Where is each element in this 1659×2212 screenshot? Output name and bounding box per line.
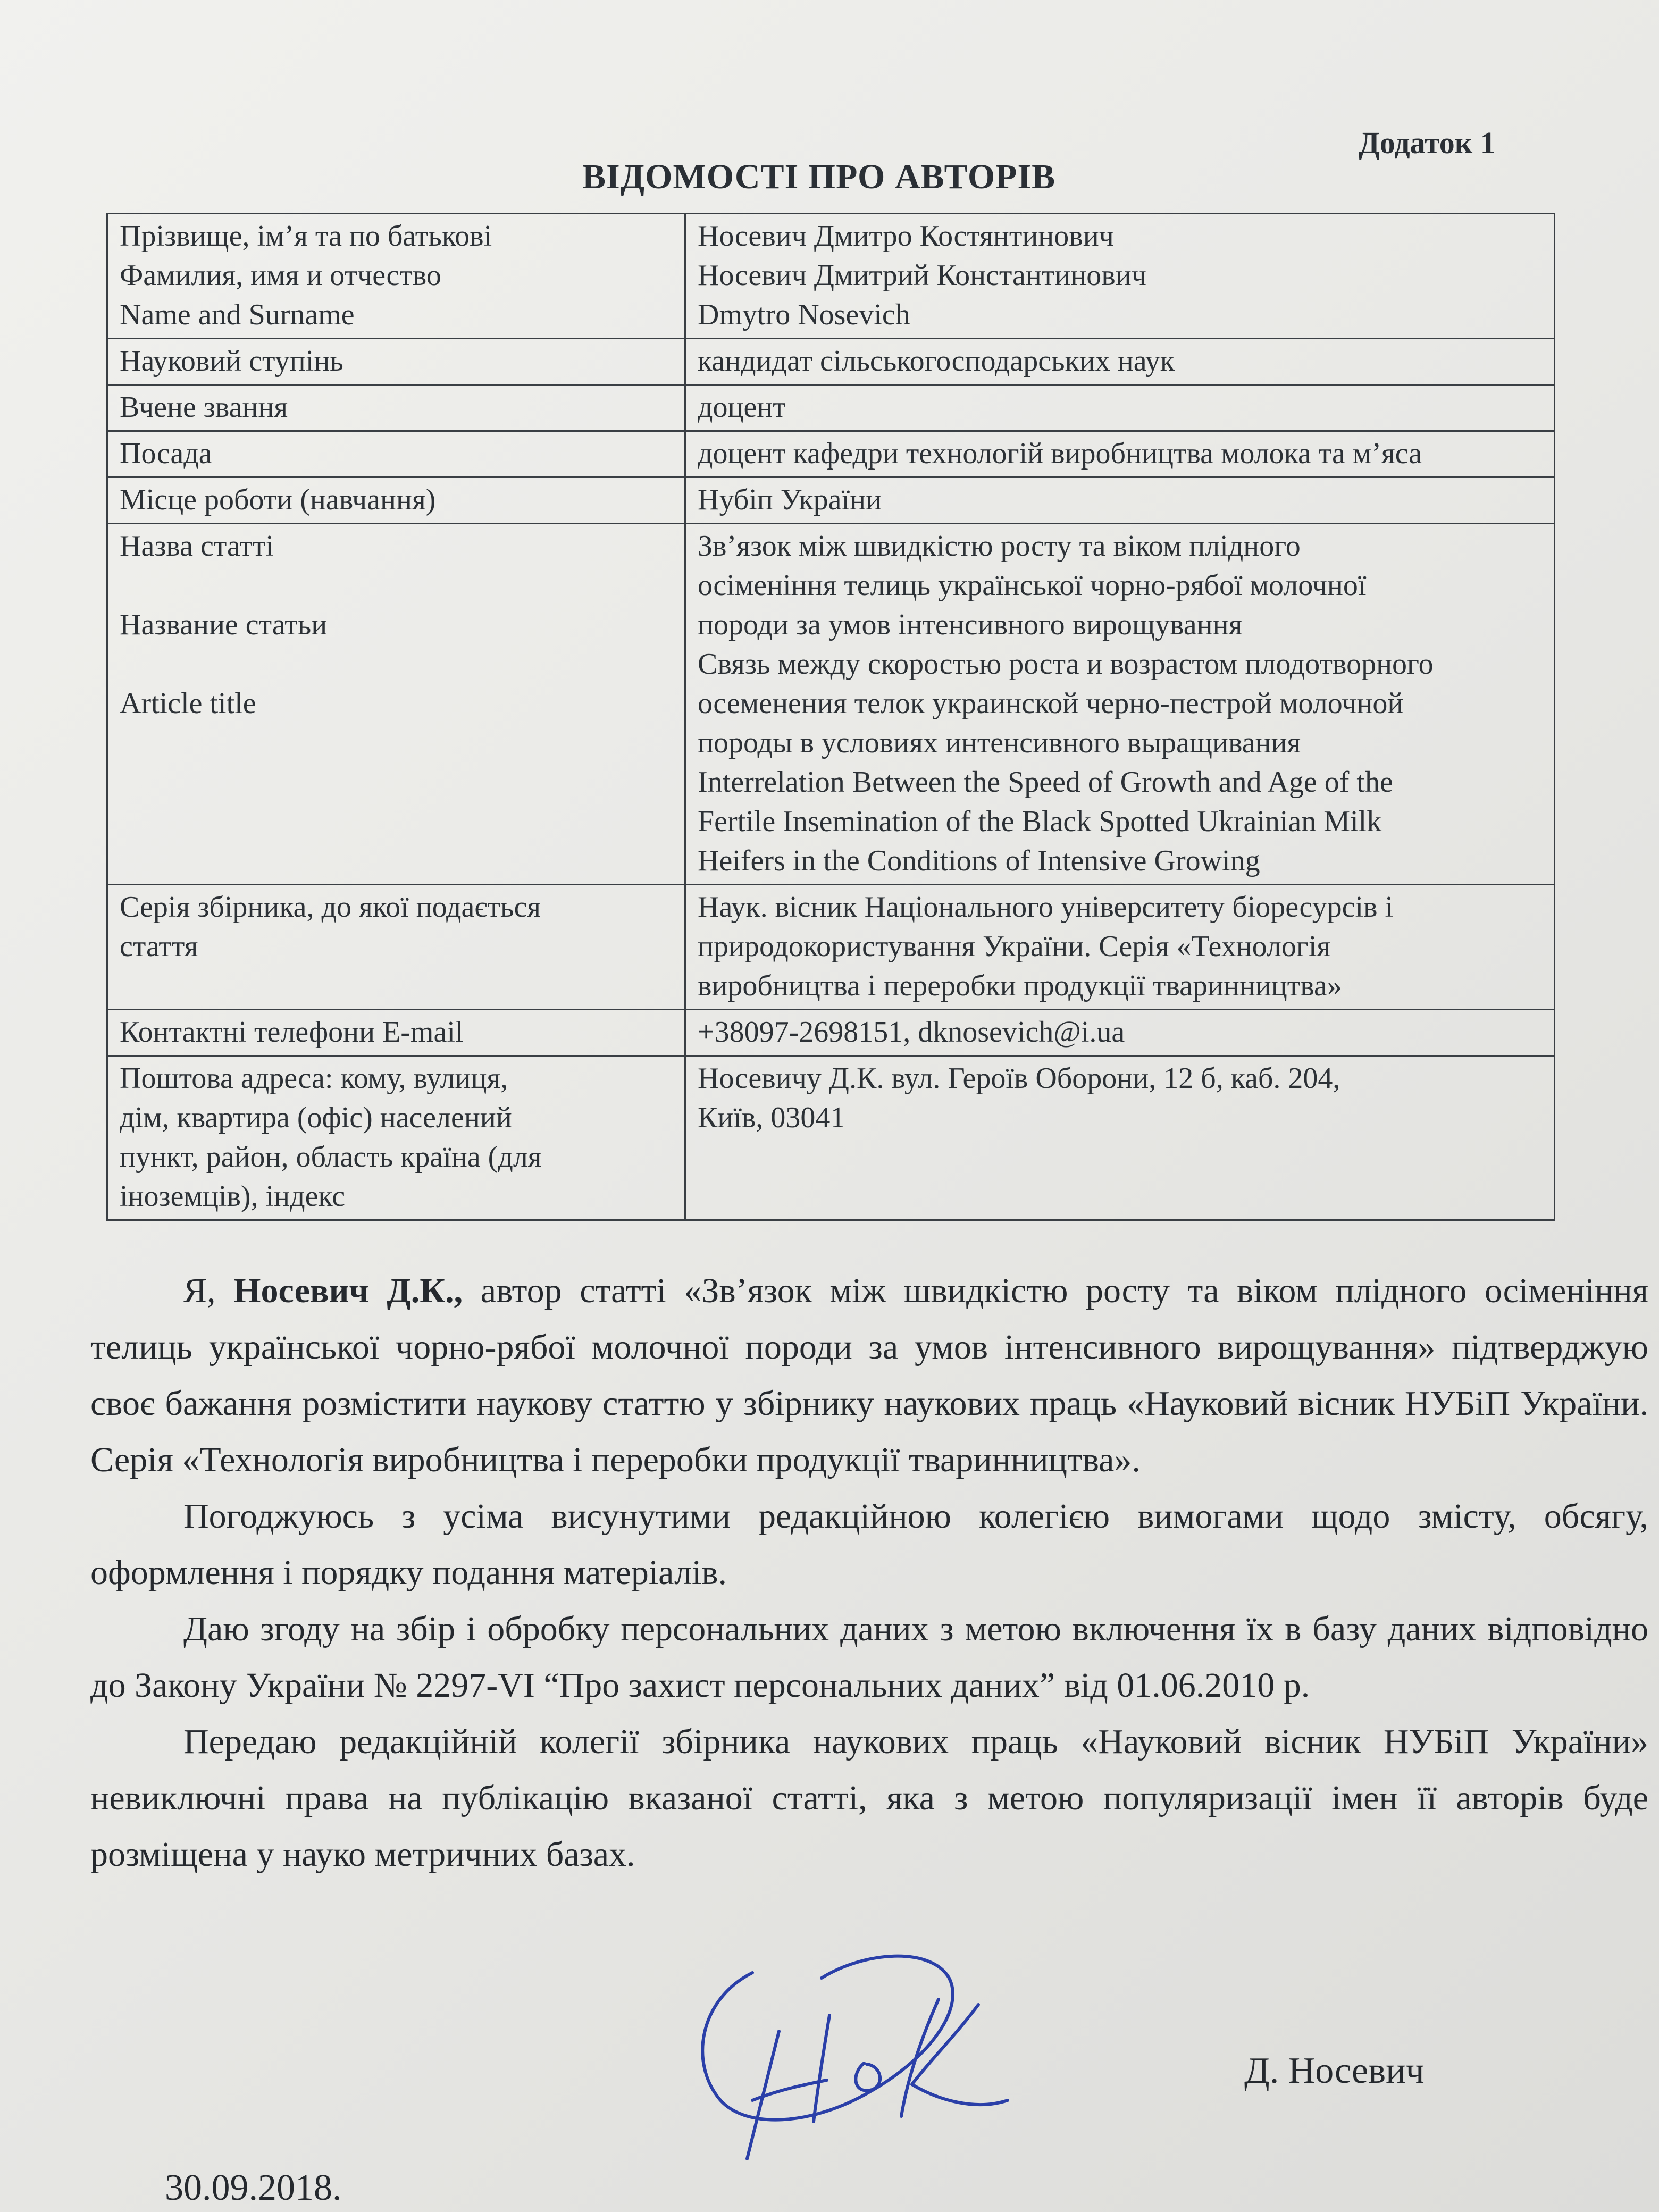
field-label-line: Поштова адреса: кому, вулиця, xyxy=(120,1062,508,1095)
declaration-paragraph-3: Даю згоду на збір і обробку персональних даних з метою включення їх в базу даних відповідно до Закону України № 2297-VI “Про захист персональних даних” від 01.06.2010 р. xyxy=(90,1610,1648,1705)
field-value-cell xyxy=(685,1056,1555,1220)
field-label-line: Назва статті xyxy=(120,530,274,563)
field-value-cell xyxy=(685,431,1555,477)
declaration-text xyxy=(90,1263,1648,1883)
handwritten-signature xyxy=(689,1941,1018,2175)
field-label-cell xyxy=(107,431,685,477)
field-label-line: стаття xyxy=(120,930,198,963)
field-value-line: Носевичу Д.К. вул. Героїв Оборони, 12 б, каб. 204, xyxy=(698,1062,1340,1095)
field-value-line: Связь между скоростью роста и возрастом плодотворного xyxy=(698,648,1434,681)
table-row xyxy=(107,339,1555,385)
field-value-line: Нубіп України xyxy=(698,483,882,516)
field-label-cell xyxy=(107,385,685,431)
field-value-line: Наук. вісник Національного університету біоресурсів і xyxy=(698,891,1394,924)
table-row xyxy=(107,1056,1555,1220)
declaration-intro: Я, xyxy=(183,1271,234,1310)
field-label-line: Контактні телефони E-mail xyxy=(120,1016,464,1049)
field-value-cell xyxy=(685,385,1555,431)
field-label-cell xyxy=(107,524,685,885)
spacer xyxy=(120,644,673,684)
field-value-line: природокористування України. Серія «Технологія xyxy=(698,930,1331,963)
field-label-line: Науковий ступінь xyxy=(120,345,343,378)
field-value-line: Heifers in the Conditions of Intensive Growing xyxy=(698,844,1260,877)
field-label-line: Name and Surname xyxy=(120,298,355,331)
field-label-cell xyxy=(107,1056,685,1220)
authors-info-table xyxy=(106,213,1555,1221)
field-label-cell xyxy=(107,885,685,1010)
table-row xyxy=(107,385,1555,431)
field-value-line: доцент кафедри технологій виробництва молока та м’яса xyxy=(698,437,1422,470)
declaration-paragraph-2: Погоджуюсь з усіма висунутими редакційною колегією вимогами щодо змісту, обсягу, оформлення і порядку подання матеріалів. xyxy=(90,1497,1648,1592)
field-label-cell xyxy=(107,1010,685,1056)
signer-name: Д. Носевич xyxy=(1244,2050,1425,2091)
field-label-cell xyxy=(107,214,685,339)
field-label-line: іноземців), індекс xyxy=(120,1180,346,1213)
appendix-label: Додаток 1 xyxy=(1359,125,1496,160)
field-value-line: Носевич Дмитрий Константинович xyxy=(698,259,1146,292)
declaration-paragraph-1 xyxy=(90,1263,1648,1488)
field-value-line: осеменения телок украинской черно-пестрой молочной xyxy=(698,687,1404,720)
spacer xyxy=(120,566,673,605)
field-value-line: +38097-2698151, dknosevich@i.ua xyxy=(698,1016,1125,1049)
field-label-line: пункт, район, область країна (для xyxy=(120,1141,542,1174)
field-value-line: Носевич Дмитро Костянтинович xyxy=(698,220,1114,253)
field-label-cell xyxy=(107,339,685,385)
field-value-line: Dmytro Nosevich xyxy=(698,298,910,331)
field-value-line: Interrelation Between the Speed of Growth and Age of the xyxy=(698,766,1393,799)
field-value-cell xyxy=(685,1010,1555,1056)
field-label-cell xyxy=(107,477,685,524)
field-value-cell xyxy=(685,477,1555,524)
field-label-line: Article title xyxy=(120,687,256,720)
document-title: ВІДОМОСТІ ПРО АВТОРІВ xyxy=(582,157,1056,196)
table-row xyxy=(107,524,1555,885)
field-label-line: Посада xyxy=(120,437,212,470)
field-value-cell xyxy=(685,339,1555,385)
field-label-line: Название статьи xyxy=(120,608,328,641)
field-label-line: Вчене звання xyxy=(120,391,288,424)
field-label-line: Фамилия, имя и отчество xyxy=(120,259,441,292)
table-row xyxy=(107,477,1555,524)
field-value-line: породы в условиях интенсивного выращивания xyxy=(698,726,1301,759)
declaration-paragraph-1-text: автор статті «Зв’язок між швидкістю росту та віком плідного осіменіння телиць української чорно-рябої молочної породи за умов інтенсивного вирощування» підтверджую своє бажання розмістити наукову статтю у збірнику наукових праць «Науковий вісник НУБіП України. Серія «Технологія виробництва і переробки продукції тваринництва». xyxy=(90,1271,1648,1479)
field-value-line: Київ, 03041 xyxy=(698,1101,845,1134)
field-value-line: виробництва і переробки продукції тваринництва» xyxy=(698,969,1342,1002)
field-value-cell xyxy=(685,885,1555,1010)
field-label-line: Прізвище, імʼя та по батькові xyxy=(120,220,492,253)
author-name-bold: Носевич Д.К., xyxy=(233,1271,463,1310)
document-date: 30.09.2018. xyxy=(165,2167,342,2208)
field-label-line: Серія збірника, до якої подається xyxy=(120,891,541,924)
table-row xyxy=(107,431,1555,477)
field-value-cell xyxy=(685,214,1555,339)
field-value-line: кандидат сільськогосподарських наук xyxy=(698,345,1175,378)
field-value-line: Fertile Insemination of the Black Spotted Ukrainian Milk xyxy=(698,805,1382,838)
table-row xyxy=(107,214,1555,339)
field-value-line: породи за умов інтенсивного вирощування xyxy=(698,608,1243,641)
field-label-line: Місце роботи (навчання) xyxy=(120,483,436,516)
field-value-line: осіменіння телиць української чорно-рябої молочної xyxy=(698,569,1367,602)
table-row xyxy=(107,1010,1555,1056)
authors-info-table-body xyxy=(107,214,1555,1220)
declaration-paragraph-4: Передаю редакційній колегії збірника наукових праць «Науковий вісник НУБіП України» невиключні права на публікацію вказаної статті, яка з метою популяризації імен її авторів буде розміщена у науко метричних базах. xyxy=(90,1722,1648,1874)
field-label-line: дім, квартира (офіс) населений xyxy=(120,1101,512,1134)
table-row xyxy=(107,885,1555,1010)
field-value-cell xyxy=(685,524,1555,885)
field-value-line: Зв’язок між швидкістю росту та віком плідного xyxy=(698,530,1301,563)
field-value-line: доцент xyxy=(698,391,786,424)
